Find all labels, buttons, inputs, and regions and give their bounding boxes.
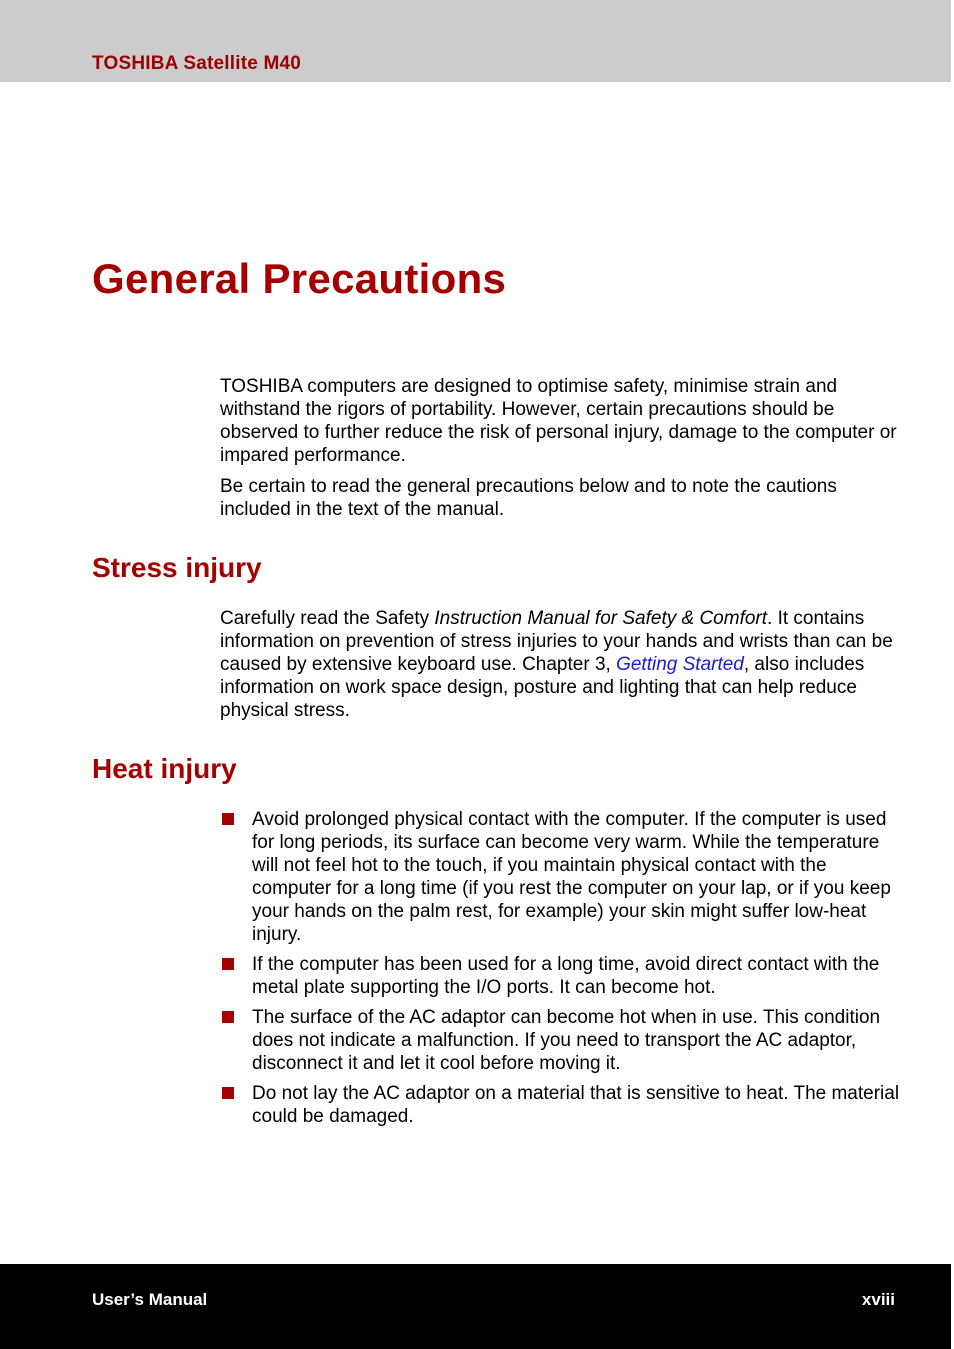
header-title: TOSHIBA Satellite M40 <box>92 53 302 74</box>
list-item <box>220 1082 900 1128</box>
intro-paragraph-1: TOSHIBA computers are designed to optimise safety, minimise strain and withstand the rigors of portability. However, certain precautions should be observed to further reduce the risk of personal injury, damage to the computer or impared performance. <box>220 376 897 466</box>
stress-injury-paragraph <box>220 607 900 722</box>
section-heading-heat-injury: Heat injury <box>92 753 237 784</box>
square-bullet-icon <box>222 958 234 970</box>
stress-text-a: Carefully read the Safety <box>220 608 435 629</box>
intro-paragraph-2: Be certain to read the general precautions below and to note the cautions included in the text of the manual. <box>220 476 837 520</box>
getting-started-link[interactable]: Getting Started <box>616 654 744 675</box>
manual-title: Instruction Manual for Safety & Comfort <box>434 608 768 629</box>
list-item-text: If the computer has been used for a long time, avoid direct contact with the metal plate supporting the I/O ports. It can become hot. <box>252 954 880 998</box>
page-number: xviii <box>861 1290 895 1309</box>
list-item-text: Do not lay the AC adaptor on a material that is sensitive to heat. The material could be damaged. <box>252 1083 900 1127</box>
stress-text-b: . It contains information on prevention of stress injuries to your hands and wrists than can be caused by extensive keyboard use. Chapter 3, <box>220 608 893 675</box>
square-bullet-icon <box>222 1011 234 1023</box>
square-bullet-icon <box>222 1087 234 1099</box>
square-bullet-icon <box>222 813 234 825</box>
stress-text-c: , also includes information on work space design, posture and lighting that can help reduce physical stress. <box>220 654 865 721</box>
page-title: General Precautions <box>92 255 507 302</box>
list-item-text: The surface of the AC adaptor can become hot when in use. This condition does not indicate a malfunction. If you need to transport the AC adaptor, disconnect it and let it cool before moving it. <box>252 1007 881 1074</box>
list-item-text: Avoid prolonged physical contact with the computer. If the computer is used for long periods, its surface can become very warm. While the temperature will not feel hot to the touch, if you maintain physical contact with the computer for a long time (if you rest the computer on your lap, or if you keep your hands on the palm rest, for example) your skin might suffer low-heat injury. <box>252 809 891 945</box>
heat-injury-list <box>220 808 900 1135</box>
list-item <box>220 1006 900 1075</box>
section-heading-stress-injury: Stress injury <box>92 552 262 583</box>
footer-manual-label: User’s Manual <box>92 1290 208 1309</box>
list-item <box>220 808 900 946</box>
list-item <box>220 953 900 999</box>
